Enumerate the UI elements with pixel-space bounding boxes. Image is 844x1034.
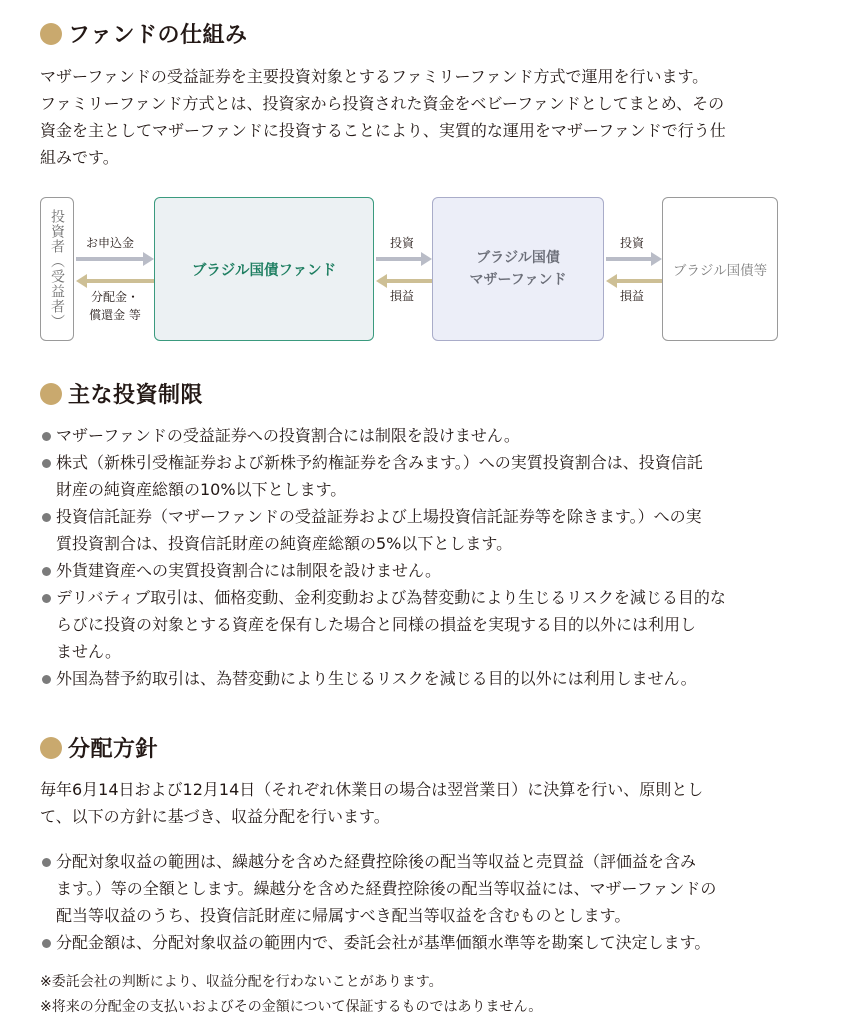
subscription-label: お申込金 [86, 236, 135, 250]
list-item [40, 584, 820, 665]
paragraph-line: マザーファンドの受益証券を主要投資対象とするファミリーファンド方式で運用を行います。 [40, 67, 709, 86]
section-heading-distribution [40, 732, 158, 763]
bullet-icon [42, 513, 51, 522]
distribution-label [82, 288, 148, 324]
bullet-icon [42, 939, 51, 948]
bullet-icon [42, 567, 51, 576]
footnotes [40, 970, 542, 1020]
baby-fund-box [154, 197, 374, 341]
list-item [40, 929, 820, 956]
distribution-list [40, 848, 820, 956]
list-item-line: 分配対象収益の範囲は、繰越分を含めた経費控除後の配当等収益と売買益（評価益を含み [56, 852, 697, 871]
baby-fund-label: ブラジル国債ファンド [191, 262, 337, 279]
bullet-icon [42, 459, 51, 468]
mother-fund-label [469, 247, 566, 291]
list-item-line: 配当等収益のうち、投資信託財産に帰属すべき配当等収益を含むものとします。 [56, 906, 631, 925]
section-heading-structure [40, 18, 248, 49]
paragraph-line: 組みです。 [40, 148, 119, 167]
bullet-icon [42, 675, 51, 684]
list-item-line: デリバティブ取引は、価格変動、金利変動および為替変動により生じるリスクを減じる目的な [56, 588, 726, 607]
list-item-line: 質投資割合は、投資信託財産の純資産総額の5%以下とします。 [56, 534, 513, 553]
bullet-icon [42, 858, 51, 867]
list-item [40, 503, 820, 557]
list-item [40, 422, 820, 449]
section-title: 主な投資制限 [68, 383, 204, 408]
mother-fund-label-line: ブラジル国債 [476, 250, 560, 266]
list-item-line: 分配金額は、分配対象収益の範囲内で、委託会社が基準価額水準等を勘案して決定します。 [56, 933, 711, 952]
distribution-arrow-icon [76, 276, 154, 286]
paragraph-line: ファミリーファンド方式とは、投資家から投資された資金をベビーファンドとしてまとめ、その [40, 94, 725, 113]
invest-label: 投資 [390, 236, 415, 250]
list-item-line: 投資信託証券（マザーファンドの受益証券および上場投資信託証券等を除きます。）への実 [56, 507, 702, 526]
section-heading-limits [40, 378, 203, 409]
section-title: ファンドの仕組み [68, 23, 248, 48]
bonds-box [662, 197, 778, 341]
list-item-line: 株式（新株引受権証券および新株予約権証券を含みます。）への実質投資割合は、投資信託 [56, 453, 703, 472]
list-item [40, 557, 820, 584]
subscription-arrow-icon [76, 254, 154, 264]
structure-paragraph [40, 63, 800, 171]
bullet-circle-icon [40, 737, 62, 759]
distribution-label-line: 分配金・ [90, 290, 139, 304]
paragraph-line: て、以下の方針に基づき、収益分配を行います。 [40, 807, 390, 826]
bonds-label: ブラジル国債等 [672, 263, 768, 279]
list-item-line: 財産の純資産総額の10%以下とします。 [56, 480, 347, 499]
mother-fund-box [432, 197, 604, 341]
investor-label: 投資者（受益者） [49, 209, 65, 329]
investor-box [40, 197, 74, 341]
list-item-line: ません。 [56, 642, 121, 661]
limits-list [40, 422, 820, 692]
bullet-circle-icon [40, 23, 62, 45]
invest-arrow-icon [606, 254, 662, 264]
bullet-icon [42, 594, 51, 603]
return-label: 損益 [620, 289, 645, 303]
list-item-line: 外国為替予約取引は、為替変動により生じるリスクを減じる目的以外には利用しません。 [56, 669, 697, 688]
list-item-line: らびに投資の対象とする資産を保有した場合と同様の損益を実現する目的以外には利用し [56, 615, 697, 634]
bullet-icon [42, 432, 51, 441]
section-title: 分配方針 [68, 737, 159, 762]
footnote: ※将来の分配金の支払いおよびその金額について保証するものではありません。 [40, 999, 543, 1015]
list-item [40, 848, 820, 929]
return-label: 損益 [390, 289, 415, 303]
list-item [40, 665, 820, 692]
footnote: ※委託会社の判断により、収益分配を行わないことがあります。 [40, 974, 443, 990]
mother-fund-label-line: マザーファンド [469, 272, 567, 288]
invest-arrow-icon [376, 254, 432, 264]
fund-structure-diagram [40, 196, 780, 342]
list-item-line: ます。）等の全額とします。繰越分を含めた経費控除後の配当等収益には、マザーファンドの [56, 879, 717, 898]
list-item [40, 449, 820, 503]
list-item-line: マザーファンドの受益証券への投資割合には制限を設けません。 [56, 426, 520, 445]
list-item-line: 外貨建資産への実質投資割合には制限を設けません。 [56, 561, 441, 580]
distribution-label-line: 償還金 等 [89, 308, 141, 322]
bullet-circle-icon [40, 383, 62, 405]
return-arrow-icon [376, 276, 432, 286]
return-arrow-icon [606, 276, 662, 286]
paragraph-line: 毎年6月14日および12月14日（それぞれ休業日の場合は翌営業日）に決算を行い、原則とし [40, 780, 704, 799]
distribution-paragraph [40, 776, 800, 830]
invest-label: 投資 [620, 236, 645, 250]
paragraph-line: 資金を主としてマザーファンドに投資することにより、実質的な運用をマザーファンドで行う仕 [40, 121, 726, 140]
